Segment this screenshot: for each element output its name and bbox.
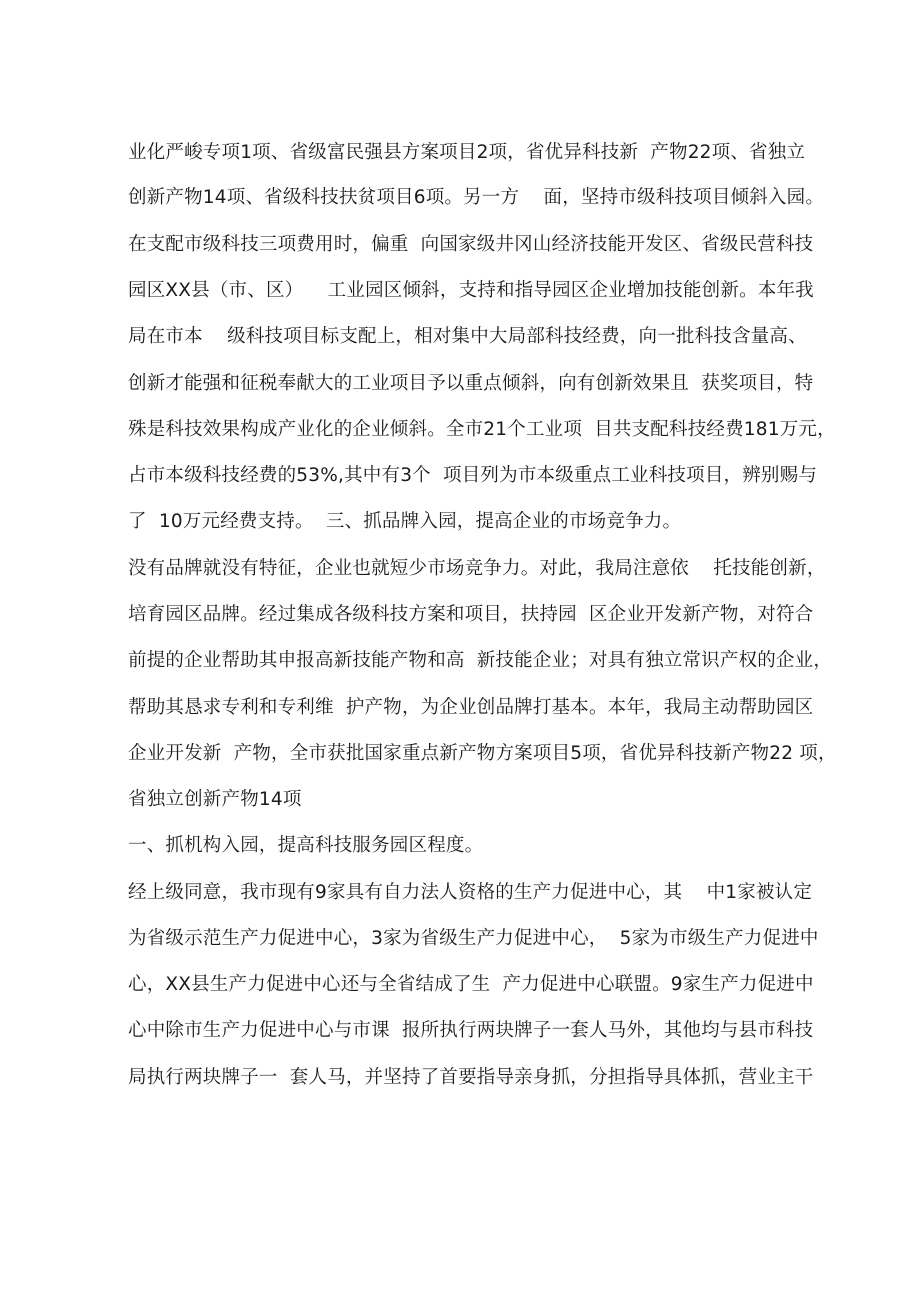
- text-line: 省独立创新产物14项: [128, 789, 302, 810]
- text-line: 创新产物14项、省级科技扶贫项目6项。另一方 面，坚持市级科技项目倾斜入园。: [128, 187, 825, 208]
- text-line: 心中除市生产力促进中心与市课 报所执行两块牌子一套人马外，其他均与县市科技: [128, 1020, 814, 1041]
- text-line: 局在市本 级科技项目标支配上，相对集中大局部科技经费，向一批科技含量高、: [128, 326, 807, 347]
- text-line: 园区XX县（市、区） 工业园区倾斜，支持和指导园区企业增加技能创新。本年我: [128, 280, 814, 301]
- text-line: 局执行两块牌子一 套人马，并坚持了首要指导亲身抓，分担指导具体抓，营业主干: [128, 1067, 814, 1088]
- section-heading: 一、抓机构入园，提高科技服务园区程度。: [128, 835, 484, 856]
- text-line: 为省级示范生产力促进中心，3家为省级生产力促进中心， 5家为市级生产力促进中: [128, 928, 819, 949]
- text-line: 心，XX县生产力促进中心还与全省结成了生 产力促进中心联盟。9家生产力促进中: [128, 974, 814, 995]
- text-line: 殊是科技效果构成产业化的企业倾斜。全市21个工业项 目共支配科技经费181万元，: [128, 419, 836, 440]
- text-line: 前提的企业帮助其申报高新技能产物和高 新技能企业；对具有独立常识产权的企业，: [128, 650, 833, 671]
- text-line: 占市本级科技经费的53%,其中有3个 项目列为市本级重点工业科技项目，辨别赐与: [128, 465, 818, 486]
- text-line: 创新才能强和征税奉献大的工业项目予以重点倾斜，向有创新效果且 获奖项目，特: [128, 373, 814, 394]
- text-line: 帮助其恳求专利和专利维 护产物，为企业创品牌打基本。本年，我局主动帮助园区: [128, 697, 814, 718]
- text-line: 培育园区品牌。经过集成各级科技方案和项目，扶持园 区企业开发新产物，对符合: [128, 604, 814, 625]
- text-line: 企业开发新 产物，全市获批国家重点新产物方案项目5项，省优异科技新产物22 项，: [128, 743, 837, 764]
- text-line: 业化严峻专项1项、省级富民强县方案项目2项，省优异科技新 产物22项、省独立: [128, 142, 806, 163]
- text-line: 在支配市级科技三项费用时，偏重 向国家级井冈山经济技能开发区、省级民营科技: [128, 234, 814, 255]
- text-line: 没有品牌就没有特征，企业也就短少市场竞争力。对此，我局注意依 托技能创新，: [128, 558, 826, 579]
- text-line: 经上级同意，我市现有9家具有自力法人资格的生产力促进中心，其 中1家被认定: [128, 882, 813, 903]
- text-line: 了 10万元经费支持。 三、抓品牌入园，提高企业的市场竞争力。: [128, 511, 682, 532]
